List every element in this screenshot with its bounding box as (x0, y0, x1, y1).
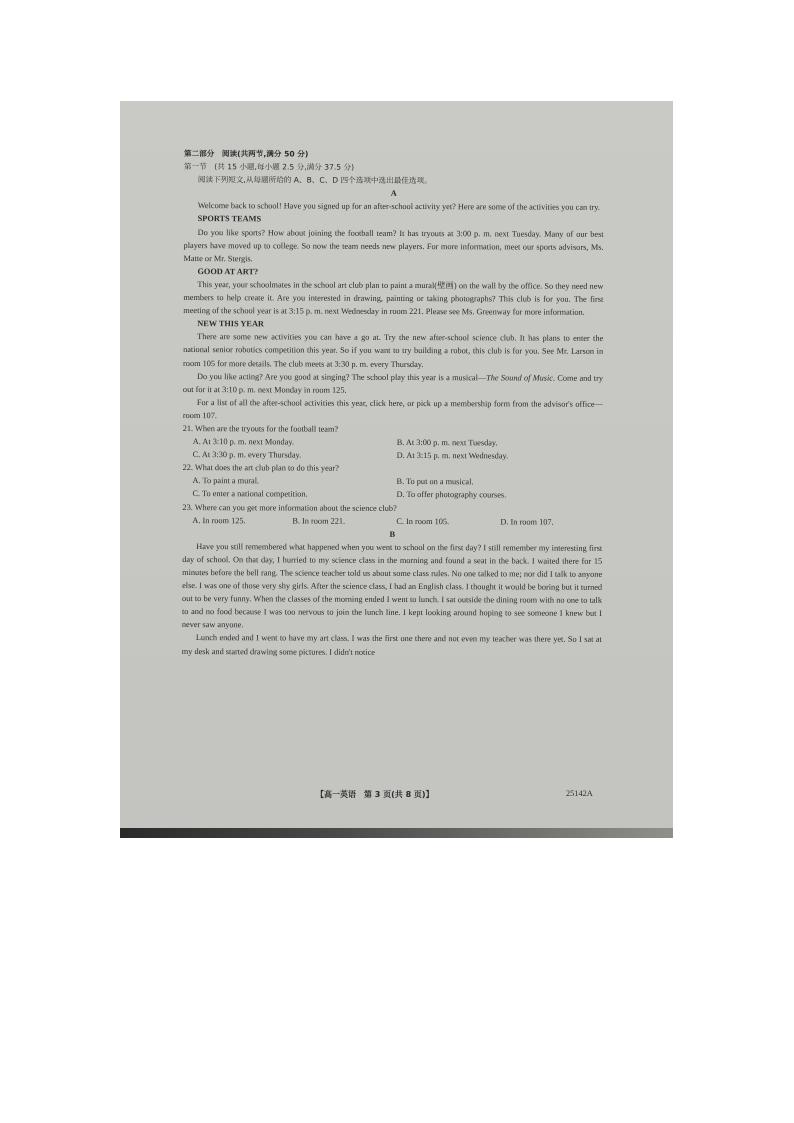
option-23a: A. In room 125. (192, 515, 246, 525)
option-23d: D. In room 107. (500, 517, 554, 527)
option-23b: B. In room 221. (292, 516, 346, 526)
science-paragraph: There are some new activities you can have a go at. Try the new after-school science club. It has plans to enter the national senior robotics competition this year. So if you want to try building a robot, this club is for you. See Mr. Larson in room 105 for more details. The club meets at 3:30 p. m. every Thursday. (183, 332, 604, 369)
acting-text-2: . Come and try out for it at 3:10 p. m. next Monday in room 125. (182, 373, 604, 395)
option-22c: C. To enter a national competition. (192, 489, 308, 499)
option-22b: B. To put on a musical. (396, 477, 474, 487)
option-21b: B. At 3:00 p. m. next Tuesday. (396, 437, 498, 448)
option-21d: D. At 3:15 p. m. next Wednesday. (396, 451, 509, 461)
subsection-header: 第一节 (共 15 小题,每小题 2.5 分,满分 37.5 分) (183, 162, 355, 172)
option-22d: D. To offer photography courses. (396, 490, 507, 500)
question-23-options (182, 514, 602, 529)
art-paragraph: This year, your schoolmates in the school art club plan to paint a mural(壁画) on the wall by the office. So they need new members to help create it. Are you interested in drawing, painting or taking photographs? This club is for you. The first meeting of the school year is at 3:15 p. m. next Wednesday in room 221. Please see Ms. Greenway for more information. (183, 279, 604, 317)
acting-text-1: Do you like acting? Are you good at singing? The school play this year is a musical— (196, 371, 487, 382)
passage-b-label: B (389, 529, 396, 539)
new-heading: NEW THIS YEAR (197, 319, 264, 329)
option-21a: A. At 3:10 p. m. next Monday. (192, 437, 295, 447)
option-23c: C. In room 105. (396, 516, 450, 526)
passage-a-intro: Welcome back to school! Have you signed up for an after-school activity yet? Here are some of the activities you can try. (197, 201, 601, 213)
page-footer (120, 789, 673, 805)
sports-heading: SPORTS TEAMS (197, 214, 262, 224)
exam-page (182, 147, 604, 659)
acting-paragraph (183, 370, 603, 398)
question-22: 22. What does the art club plan to do this year? (182, 463, 339, 473)
question-22-options (182, 474, 602, 502)
musical-title: The Sound of Music (486, 372, 554, 383)
question-21-options (183, 435, 603, 463)
section-header: 第二部分 阅读(共两节,满分 50 分) (183, 148, 309, 159)
activities-list-paragraph: For a list of all the after-school activities this year, click here, or pick up a membership form from the advisor's office—room 107. (182, 397, 603, 421)
passage-b-paragraph-2: Lunch ended and I went to have my art class. I was the first one there and not even my teacher was there yet. So I sat at my desk and started drawing some pictures. I didn't notice (181, 633, 602, 657)
option-21c: C. At 3:30 p. m. every Thursday. (192, 450, 302, 460)
exam-code: 25142A (566, 789, 593, 798)
instructions: 阅读下列短文,从每题所给的 A、B、C、D 四个选项中选出最佳选项。 (197, 175, 432, 186)
page-number-label: 【高一英语 第 3 页(共 8 页)】 (316, 790, 434, 799)
passage-b-paragraph-1: Have you still remembered what happened when you went to school on the first day? I still remember my interesting first day of school. On that day, I hurried to my science class in the morning and found a seat in the back. I waited there for 15 minutes before the bell rang. The science teacher told us about some class rules. No one talked to me; nor did I talk to anyone else. I was one of those very shy girls. After the science class, I had an English class. I thought it would be boring but it turned out to be very funny. When the classes of the morning ended I went to lunch. I sat outside the dining room with no one to talk to and no food because I was too nervous to join the lunch line. I kept looking around hoping to see someone I knew but I never saw anyone. (181, 541, 603, 630)
question-23: 23. Where can you get more information about the science club? (182, 502, 397, 513)
photo-bottom-shadow (120, 828, 673, 838)
art-heading: GOOD AT ART? (197, 266, 259, 277)
passage-a-label: A (390, 189, 397, 199)
question-21: 21. When are the tryouts for the football team? (182, 423, 339, 434)
sports-paragraph: Do you like sports? How about joining the football team? It has tryouts at 3:00 p. m. next Tuesday. Many of our best players have moved up to college. So now the team needs new players. For more information, meet our sports advisors, Ms. Matte or Mr. Stergis. (183, 227, 604, 264)
option-22a: A. To paint a mural. (192, 476, 260, 486)
document-photo (120, 101, 673, 838)
